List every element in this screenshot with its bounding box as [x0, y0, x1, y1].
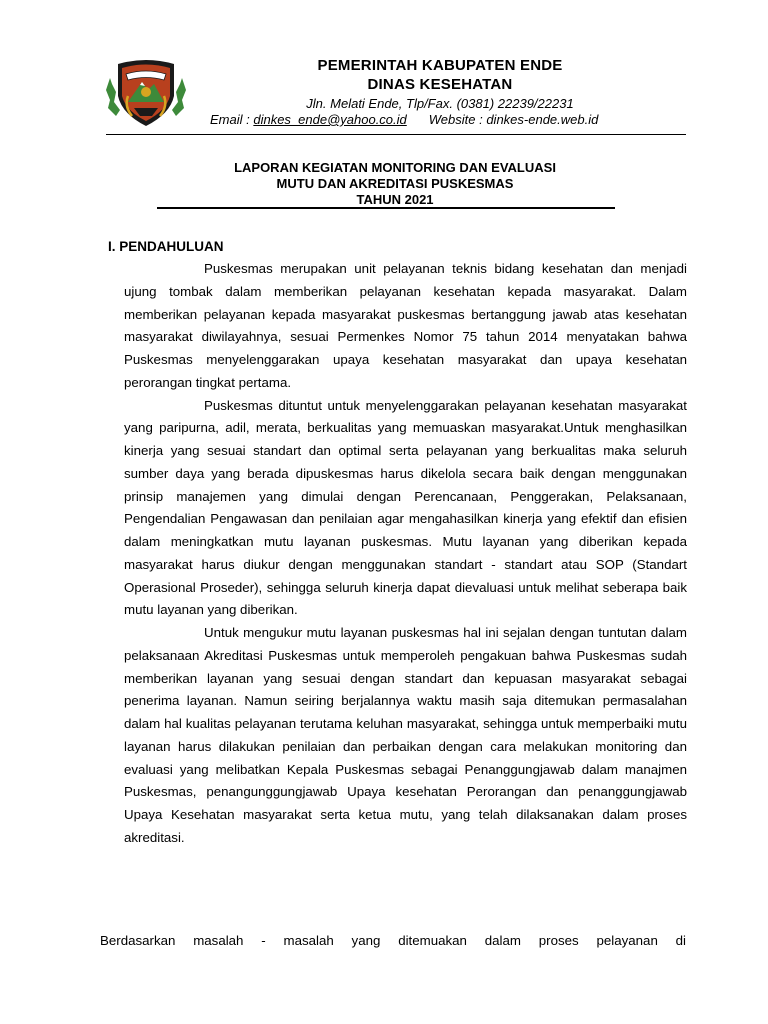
- regency-emblem-icon: [104, 56, 188, 128]
- email-link[interactable]: dinkes_ende@yahoo.co.id: [253, 112, 407, 127]
- paragraph-3: Untuk mengukur mutu layanan puskesmas hal ini sejalan dengan tuntutan dalam pelaksanaan Akreditasi Puskesmas untuk memperoleh pengakuan bahwa Puskesmas sudah memberikan layanan yang sesuai dengan standart dan kepuasan masyarakat sebagai penerima layanan. Namun seiring berjalannya waktu masih saja ditemukan permasalahan dalam hal kualitas pelayanan terutama keluhan masyarakat, sehingga untuk memperbaiki mutu layanan harus dilakukan penilaian dan perbaikan dengan cara melakukan monitoring dan evaluasi yang melibatkan Kepala Puskesmas sebagai Penanggungjawab dalam manajmen Puskesmas, penangunggungjawab Upaya kesehatan Perorangan dan penanggungjawab Upaya Kesehatan masyarakat serta ketua mutu, yang telah dilaksanakan dalam proses akreditasi.: [124, 625, 687, 845]
- report-title-line-2: MUTU DAN AKREDITASI PUSKESMAS: [276, 176, 514, 191]
- section-body: [124, 258, 687, 850]
- office-address: Jln. Melati Ende, Tlp/Fax. (0381) 22239/22231: [306, 96, 574, 111]
- website-text: Website : dinkes-ende.web.id: [428, 112, 599, 127]
- contact-line: [210, 112, 598, 127]
- section-heading: I. PENDAHULUAN: [108, 239, 224, 254]
- report-title-line-1: LAPORAN KEGIATAN MONITORING DAN EVALUASI: [234, 160, 556, 175]
- letterhead-divider: [106, 134, 686, 135]
- paragraph-1: Puskesmas merupakan unit pelayanan teknis bidang kesehatan dan menjadi ujung tombak dalam memberikan pelayanan kesehatan kepada masyarakat. Dalam memberikan pelayanan kepada masyarakat puskesmas bertanggung jawab atas kesehatan masyarakat diwilayahnya, sesuai Permenkes Nomor 75 tahun 2014 menyatakan bahwa Puskesmas menyelenggarakan upaya kesehatan masyarakat dan upaya kesehatan perorangan tingkat pertama.: [124, 261, 687, 390]
- email-label: Email :: [210, 112, 254, 127]
- government-name: PEMERINTAH KABUPATEN ENDE: [317, 57, 563, 74]
- title-underline: [157, 207, 615, 209]
- department-name: DINAS KESEHATAN: [367, 76, 513, 93]
- report-title-line-3: TAHUN 2021: [356, 192, 434, 207]
- paragraph-2: Puskesmas dituntut untuk menyelenggarakan pelayanan kesehatan masyarakat yang paripurna, adil, merata, berkualitas yang memuaskan masyarakat.Untuk menghasilkan kinerja yang sesuai standart dan optimal serta pelayanan yang berkualitas maka seluruh sumber daya yang berada dipuskesmas harus dikelola secara baik dengan menggunakan prinsip manajemen yang dimulai dengan Perencanaan, Penggerakan, Pelaksanaan, Pengendalian Pengawasan dan penilaian agar mengahasilkan kinerja yang efektif dan efisien dalam meningkatkan mutu layanan puskesmas. Mutu layanan yang diberikan kepada masyarakat harus diukur dengan menggunakan standart - standart atau SOP (Standart Operasional Proseder), sehingga seluruh kinerja dapat dievaluasi untuk melihat seberapa baik mutu layanan yang diberikan.: [124, 397, 687, 618]
- continuation-line: Berdasarkan masalah - masalah yang ditemuakan dalam proses pelayanan di: [100, 933, 686, 948]
